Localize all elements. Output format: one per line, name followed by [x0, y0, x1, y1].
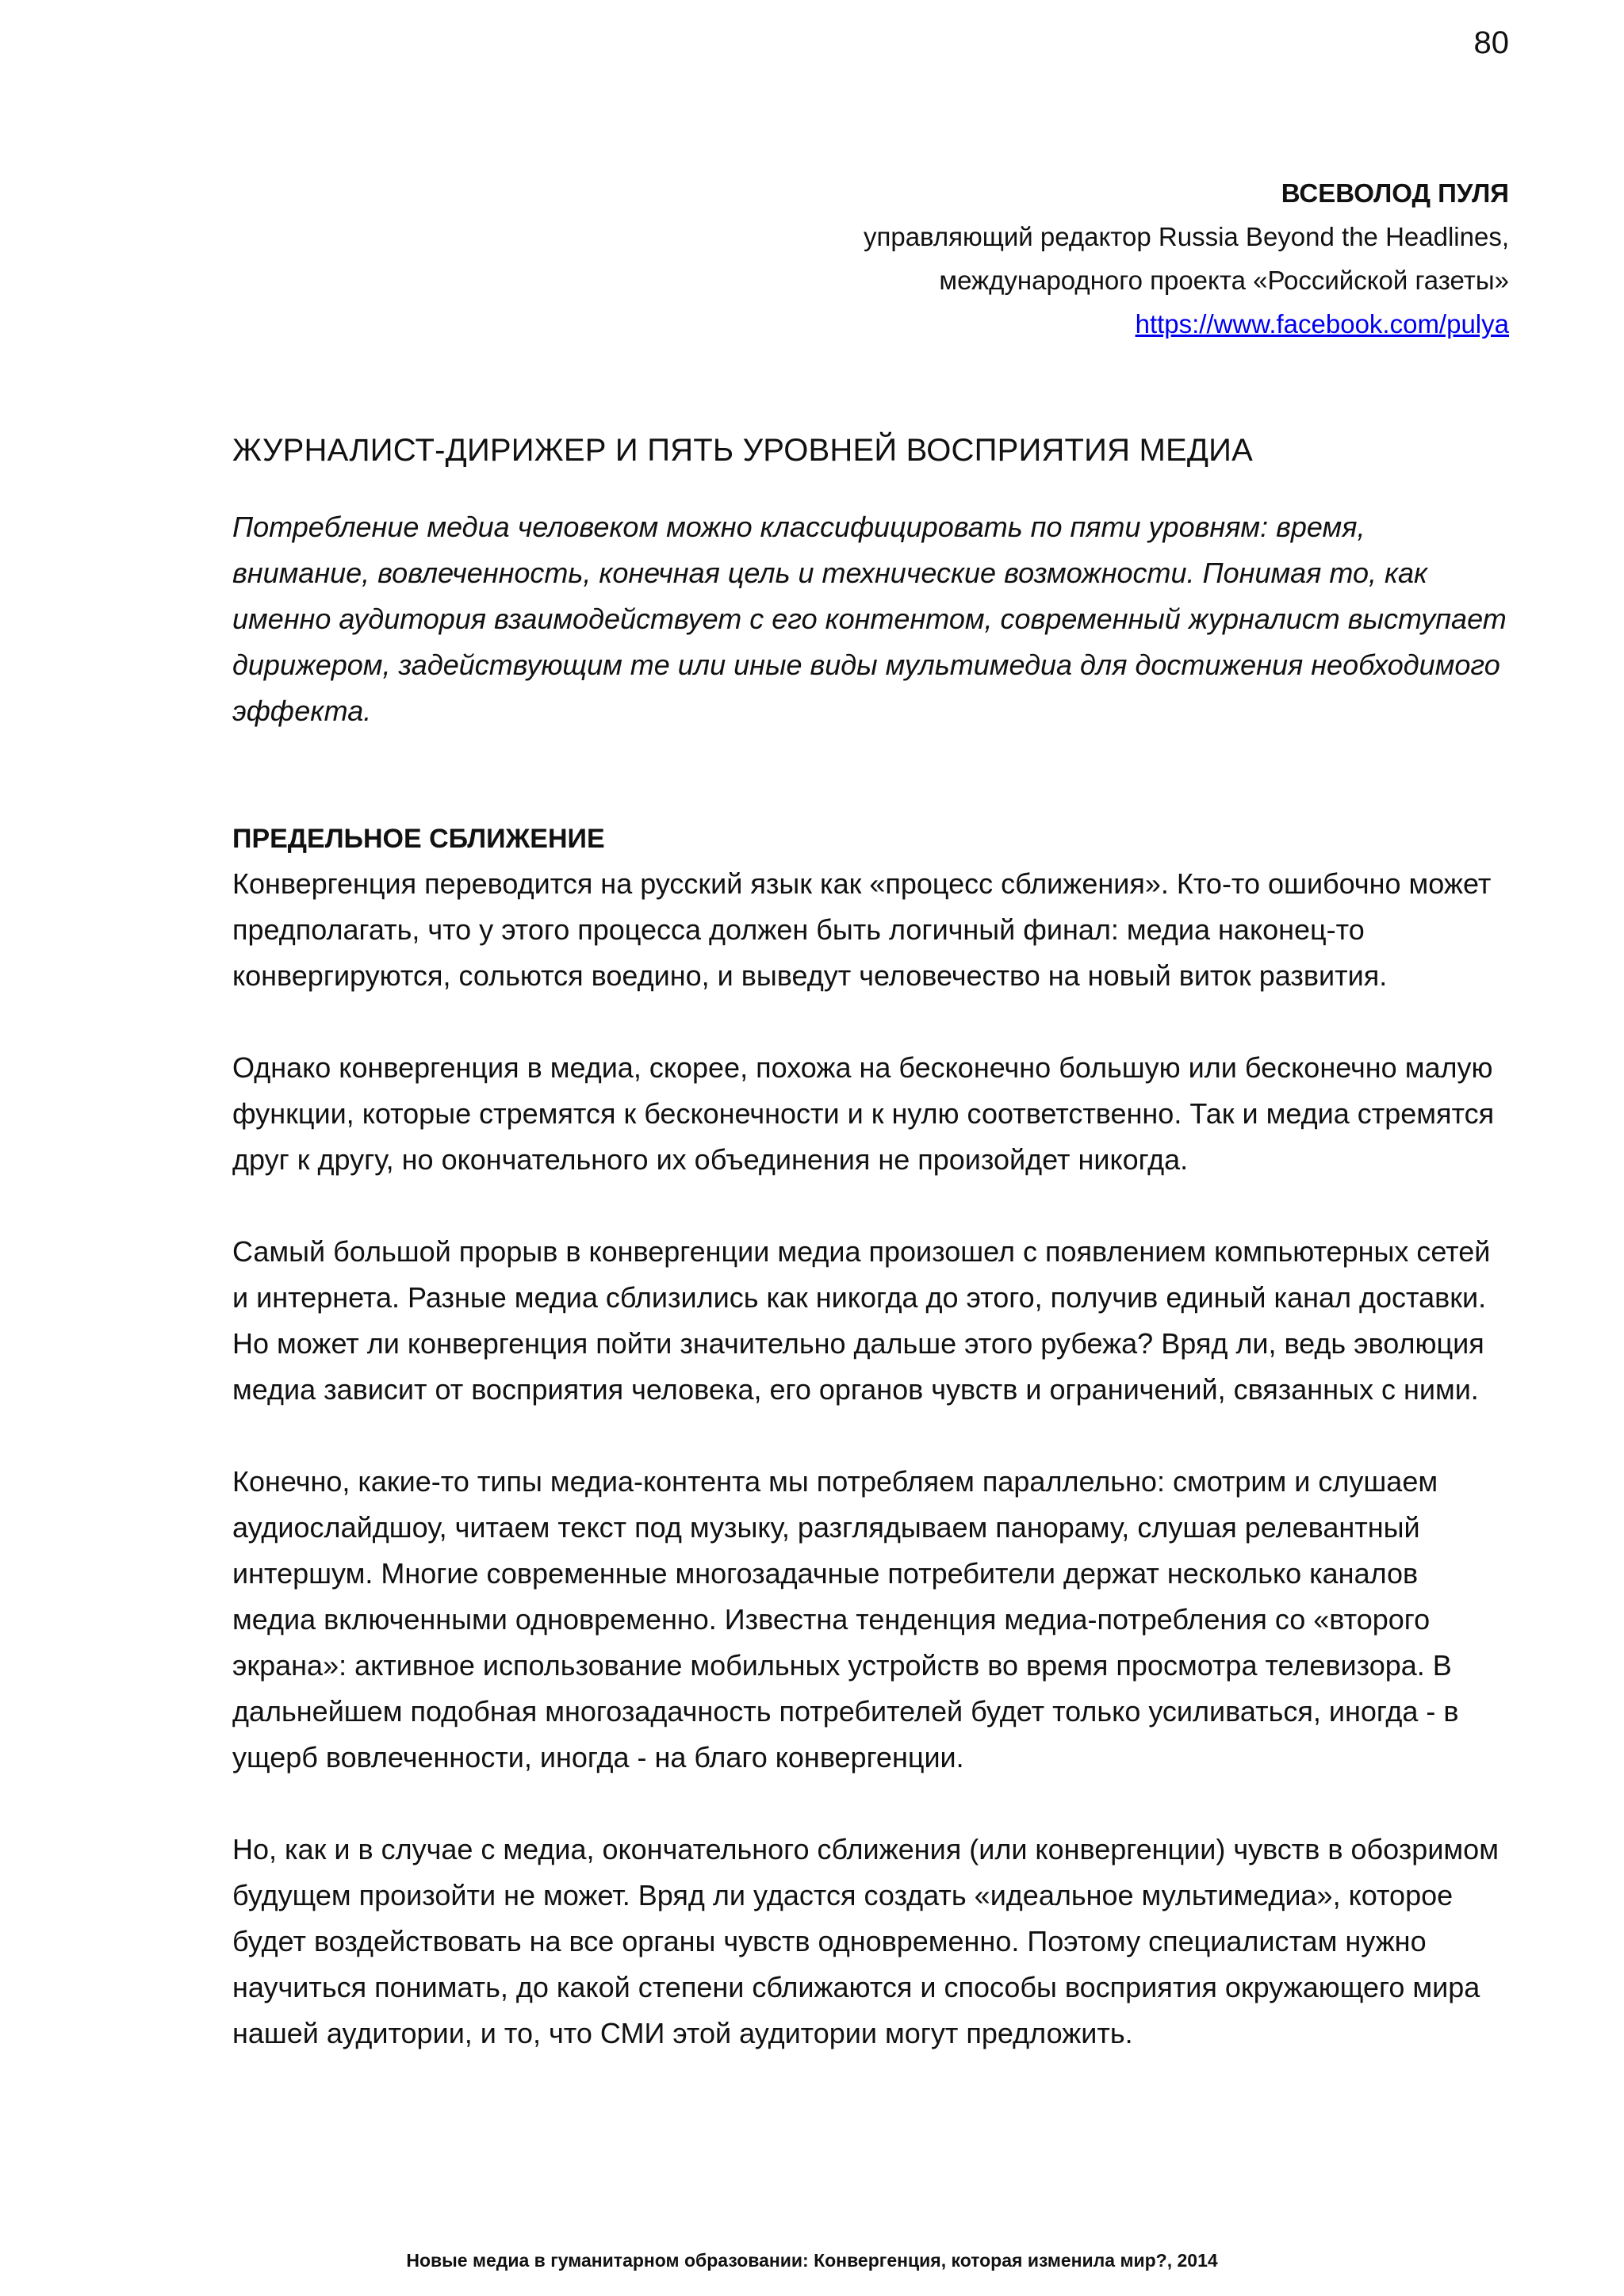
paragraph: Самый большой прорыв в конвергенции медиа произошел с появлением компьютерных сетей и интернета. Разные медиа сблизились как никогда до этого, получив единый канал доставки. Но может ли конвергенция пойти значительно дальше этого рубежа? Вряд ли, ведь эволюция медиа зависит от восприятия человека, его органов чувств и ограничений, связанных с ними. — [232, 1235, 1491, 1406]
article-content — [232, 428, 1509, 2103]
author-position-line2: международного проекта «Российской газеты» — [939, 266, 1509, 295]
paragraph: Конечно, какие-то типы медиа-контента мы потребляем параллельно: смотрим и слушаем аудиослайдшоу, читаем текст под музыку, разглядываем панораму, слушая релевантный интершум. Многие современные многозадачные потребители держат несколько каналов медиа включенными одновременно. Известна тенденция медиа-потребления со «второго экрана»: активное использование мобильных устройств во время просмотра телевизора. В дальнейшем подобная многозадачность потребителей будет только усиливаться, иногда - в ущерб вовлеченности, иногда - на благо конвергенции. — [232, 1465, 1459, 1774]
article-abstract: Потребление медиа человеком можно классифицировать по пяти уровням: время, внимание, вовлеченность, конечная цель и технические возможности. Понимая то, как именно аудитория взаимодействует с его контентом, современный журналист выступает дирижером, задействующим те или иные виды мультимедиа для достижения необходимого эффекта. — [232, 511, 1507, 727]
section-heading: ПРЕДЕЛЬНОЕ СБЛИЖЕНИЕ — [232, 824, 605, 854]
page-number: 80 — [1473, 25, 1509, 60]
article-title: ЖУРНАЛИСТ-ДИРИЖЕР И ПЯТЬ УРОВНЕЙ ВОСПРИЯТИЯ МЕДИА — [232, 433, 1253, 468]
paragraph: Конвергенция переводится на русский язык как «процесс сближения». Кто-то ошибочно может предполагать, что у этого процесса должен быть логичный финал: медиа наконец-то конвергируются, сольются воедино, и выведут человечество на новый виток развития. — [232, 867, 1492, 992]
author-block — [557, 171, 1509, 346]
author-position-line1: управляющий редактор Russia Beyond the Headlines, — [863, 222, 1509, 251]
paragraph: Но, как и в случае с медиа, окончательного сближения (или конвергенции) чувств в обозримом будущем произойти не может. Вряд ли удастся создать «идеальное мультимедиа», которое будет воздействовать на все органы чувств одновременно. Поэтому специалистам нужно научиться понимать, до какой степени сближаются и способы восприятия окружающего мира нашей аудитории, и то, что СМИ этой аудитории могут предложить. — [232, 1833, 1499, 2049]
author-facebook-link[interactable]: https://www.facebook.com/pulya — [1135, 309, 1509, 339]
paragraph: Однако конвергенция в медиа, скорее, похожа на бесконечно большую или бесконечно малую функции, которые стремятся к бесконечности и к нулю соответственно. Так и медиа стремятся друг к другу, но окончательного их объединения не произойдет никогда. — [232, 1051, 1495, 1176]
author-name: ВСЕВОЛОД ПУЛЯ — [1281, 178, 1509, 208]
page-footer: Новые медиа в гуманитарном образовании: Конвергенция, которая изменила мир?, 2014 — [406, 2250, 1218, 2271]
author-link-line — [557, 302, 1509, 346]
